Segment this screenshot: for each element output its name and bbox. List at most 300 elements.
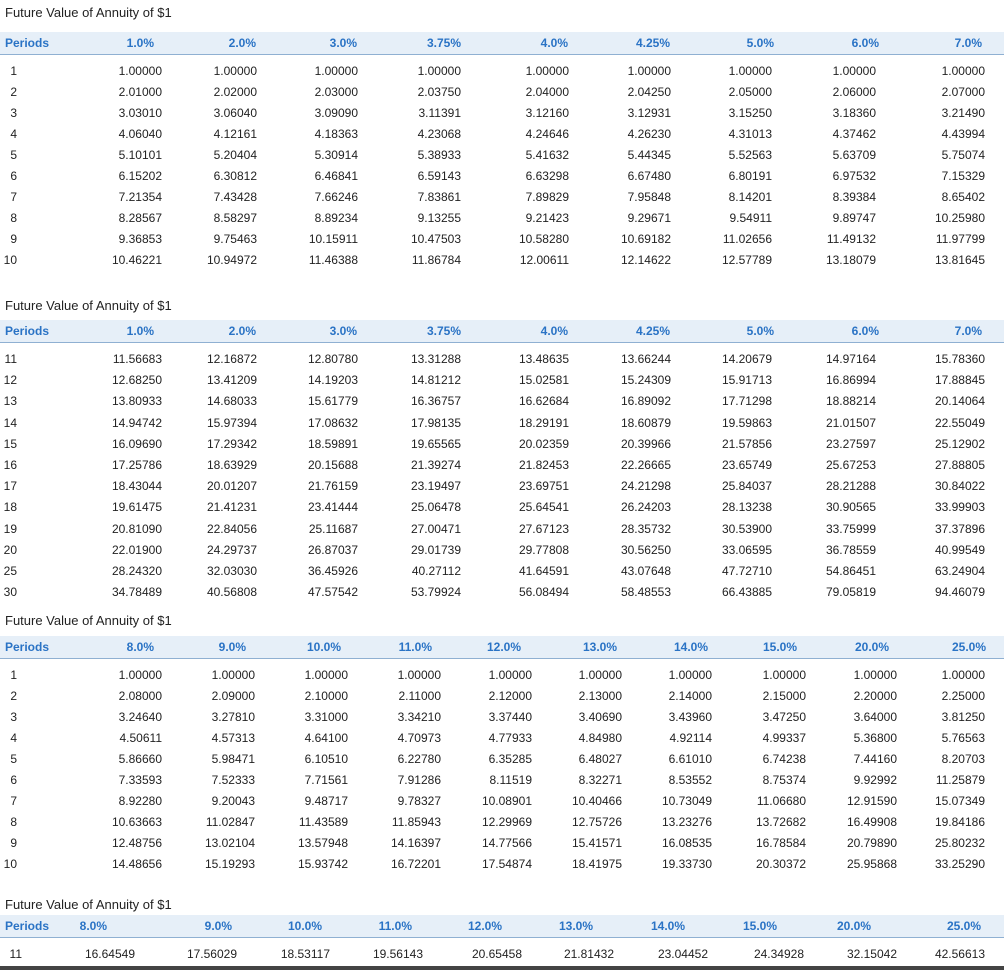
value-cell: 8.58297 [213, 211, 257, 225]
period-cell: 6 [10, 773, 17, 787]
value-cell: 8.65402 [941, 190, 985, 204]
table-row [0, 947, 1004, 968]
value-cell: 12.29969 [481, 815, 532, 829]
rate-header: 1.0% [126, 324, 154, 338]
value-cell: 30.56250 [620, 543, 671, 557]
value-cell: 19.59863 [721, 416, 772, 430]
value-cell: 17.71298 [721, 394, 772, 408]
value-cell: 4.57313 [211, 731, 255, 745]
value-cell: 15.93742 [297, 857, 348, 871]
period-cell: 8 [10, 211, 17, 225]
value-cell: 26.87037 [307, 543, 358, 557]
value-cell: 23.69751 [518, 479, 569, 493]
value-cell: 18.88214 [825, 394, 876, 408]
value-cell: 21.39274 [410, 458, 461, 472]
value-cell: 79.05819 [825, 585, 876, 599]
value-cell: 7.91286 [397, 773, 441, 787]
table-row [0, 416, 1004, 437]
rate-header: 6.0% [851, 324, 879, 338]
value-cell: 18.59891 [307, 437, 358, 451]
value-cell: 1.00000 [525, 64, 569, 78]
rate-header: 4.0% [540, 36, 568, 50]
value-cell: 40.99549 [934, 543, 985, 557]
rate-header: 3.0% [329, 36, 357, 50]
value-cell: 1.00000 [941, 64, 985, 78]
value-cell: 8.11519 [489, 773, 532, 787]
value-cell: 2.12000 [488, 689, 532, 703]
value-cell: 1.00000 [211, 668, 255, 682]
value-cell: 15.91713 [721, 373, 772, 387]
value-cell: 3.21490 [941, 106, 985, 120]
value-cell: 11.86784 [411, 253, 461, 267]
value-cell: 25.06478 [410, 500, 461, 514]
value-cell: 8.75374 [762, 773, 806, 787]
periods-header: Periods [5, 36, 50, 50]
value-cell: 7.21354 [118, 190, 162, 204]
rate-header: 13.0% [582, 640, 617, 654]
table-row [0, 85, 1004, 106]
value-cell: 13.81645 [934, 253, 985, 267]
value-cell: 2.02000 [213, 85, 257, 99]
table-row [0, 564, 1004, 585]
value-cell: 1.00000 [488, 668, 532, 682]
value-cell: 33.75999 [825, 522, 876, 536]
value-cell: 4.26230 [627, 127, 671, 141]
value-cell: 4.12161 [213, 127, 257, 141]
value-cell: 12.75726 [571, 815, 622, 829]
period-cell: 11 [4, 352, 17, 366]
rate-header: 3.75% [426, 36, 461, 50]
value-cell: 56.08494 [518, 585, 569, 599]
value-cell: 9.89747 [832, 211, 876, 225]
value-cell: 4.37462 [832, 127, 876, 141]
value-cell: 4.23068 [417, 127, 461, 141]
table-row [0, 731, 1004, 752]
value-cell: 16.89092 [620, 394, 671, 408]
value-cell: 11.56683 [112, 352, 162, 366]
value-cell: 1.00000 [314, 64, 358, 78]
value-cell: 5.30914 [314, 148, 358, 162]
value-cell: 12.91590 [846, 794, 897, 808]
value-cell: 21.76159 [307, 479, 358, 493]
value-cell: 1.00000 [668, 668, 712, 682]
value-cell: 14.16397 [390, 836, 441, 850]
rate-header: 10.0% [306, 640, 341, 654]
period-cell: 7 [10, 190, 17, 204]
value-cell: 58.48553 [620, 585, 671, 599]
value-cell: 3.09090 [314, 106, 358, 120]
value-cell: 5.86660 [118, 752, 162, 766]
value-cell: 17.56029 [186, 947, 237, 961]
value-cell: 4.77933 [488, 731, 532, 745]
period-cell: 5 [10, 148, 17, 162]
value-cell: 13.57948 [297, 836, 348, 850]
value-cell: 14.68033 [206, 394, 257, 408]
period-cell: 15 [3, 437, 17, 451]
period-cell: 19 [3, 522, 17, 536]
value-cell: 21.57856 [721, 437, 772, 451]
value-cell: 7.43428 [213, 190, 257, 204]
value-cell: 3.31000 [304, 710, 348, 724]
value-cell: 12.16872 [206, 352, 257, 366]
value-cell: 9.78327 [397, 794, 441, 808]
table-row [0, 169, 1004, 190]
value-cell: 33.06595 [721, 543, 772, 557]
table-title: Future Value of Annuity of $1 [5, 298, 172, 313]
rate-header: 2.0% [228, 324, 256, 338]
value-cell: 16.09690 [111, 437, 162, 451]
table-row [0, 190, 1004, 211]
value-cell: 17.88845 [934, 373, 985, 387]
value-cell: 13.23276 [661, 815, 712, 829]
rate-header: 4.25% [635, 324, 670, 338]
table-row [0, 668, 1004, 689]
value-cell: 15.78360 [934, 352, 985, 366]
value-cell: 3.64000 [853, 710, 897, 724]
rate-header: 2.0% [228, 36, 256, 50]
value-cell: 8.89234 [314, 211, 358, 225]
value-cell: 8.39384 [832, 190, 876, 204]
value-cell: 10.40466 [571, 794, 622, 808]
value-cell: 16.86994 [825, 373, 876, 387]
value-cell: 23.41444 [307, 500, 358, 514]
value-cell: 2.09000 [211, 689, 255, 703]
rate-header: 7.0% [954, 324, 982, 338]
value-cell: 29.01739 [410, 543, 461, 557]
value-cell: 28.13238 [721, 500, 772, 514]
value-cell: 6.22780 [397, 752, 441, 766]
value-cell: 3.06040 [213, 106, 257, 120]
value-cell: 13.48635 [518, 352, 569, 366]
value-cell: 32.03030 [206, 564, 257, 578]
value-cell: 4.70973 [397, 731, 441, 745]
value-cell: 28.21288 [825, 479, 876, 493]
value-cell: 10.94972 [206, 253, 257, 267]
value-cell: 14.77566 [481, 836, 532, 850]
table-row [0, 352, 1004, 373]
value-cell: 1.00000 [578, 668, 622, 682]
value-cell: 1.00000 [627, 64, 671, 78]
value-cell: 6.63298 [525, 169, 569, 183]
table-row [0, 211, 1004, 232]
value-cell: 2.15000 [762, 689, 806, 703]
value-cell: 14.81212 [410, 373, 461, 387]
value-cell: 4.24646 [525, 127, 569, 141]
rate-header: 11.0% [398, 640, 432, 654]
value-cell: 11.06680 [756, 794, 806, 808]
period-cell: 13 [3, 394, 17, 408]
value-cell: 9.54911 [729, 211, 772, 225]
value-cell: 20.65458 [471, 947, 522, 961]
rate-header: 5.0% [746, 324, 774, 338]
value-cell: 19.33730 [661, 857, 712, 871]
value-cell: 20.15688 [307, 458, 358, 472]
value-cell: 14.97164 [825, 352, 876, 366]
period-cell: 9 [10, 232, 17, 246]
value-cell: 9.75463 [213, 232, 257, 246]
period-cell: 8 [10, 815, 17, 829]
value-cell: 7.66246 [314, 190, 358, 204]
value-cell: 10.47503 [410, 232, 461, 246]
period-cell: 10 [3, 253, 17, 267]
rate-header: 6.0% [851, 36, 879, 50]
value-cell: 2.08000 [118, 689, 162, 703]
value-cell: 20.39966 [620, 437, 671, 451]
value-cell: 25.64541 [518, 500, 569, 514]
value-cell: 1.00000 [417, 64, 461, 78]
value-cell: 11.02656 [722, 232, 772, 246]
value-cell: 25.12902 [934, 437, 985, 451]
value-cell: 11.43589 [298, 815, 348, 829]
value-cell: 6.97532 [832, 169, 876, 183]
value-cell: 7.95848 [627, 190, 671, 204]
value-cell: 13.41209 [206, 373, 257, 387]
value-cell: 22.26665 [620, 458, 671, 472]
table-title: Future Value of Annuity of $1 [5, 613, 172, 628]
table-row [0, 437, 1004, 458]
value-cell: 20.01207 [206, 479, 257, 493]
rate-header: 9.0% [218, 640, 246, 654]
value-cell: 6.80191 [728, 169, 772, 183]
period-cell: 2 [10, 85, 17, 99]
value-cell: 5.44345 [627, 148, 671, 162]
value-cell: 10.58280 [518, 232, 569, 246]
rate-header: 12.0% [467, 919, 502, 933]
value-cell: 15.02581 [518, 373, 569, 387]
value-cell: 1.00000 [213, 64, 257, 78]
value-cell: 3.37440 [488, 710, 532, 724]
period-cell: 5 [10, 752, 17, 766]
value-cell: 7.15329 [941, 169, 985, 183]
value-cell: 10.08901 [481, 794, 532, 808]
value-cell: 11.46388 [308, 253, 358, 267]
value-cell: 3.15250 [728, 106, 772, 120]
rate-header: 20.0% [854, 640, 889, 654]
value-cell: 21.01507 [825, 416, 876, 430]
rate-header: 25.0% [946, 919, 981, 933]
value-cell: 10.63663 [111, 815, 162, 829]
value-cell: 15.19293 [204, 857, 255, 871]
value-cell: 2.14000 [668, 689, 712, 703]
value-cell: 4.50611 [119, 731, 162, 745]
table-row [0, 752, 1004, 773]
table-header-row [0, 636, 1004, 659]
value-cell: 5.20404 [213, 148, 257, 162]
value-cell: 8.20703 [941, 752, 985, 766]
value-cell: 7.33593 [118, 773, 162, 787]
value-cell: 6.48027 [578, 752, 622, 766]
value-cell: 15.07349 [934, 794, 985, 808]
rate-header: 4.0% [540, 324, 568, 338]
value-cell: 29.77808 [518, 543, 569, 557]
table-row [0, 689, 1004, 710]
table-row [0, 232, 1004, 253]
value-cell: 41.64591 [518, 564, 569, 578]
value-cell: 15.97394 [206, 416, 257, 430]
period-cell: 20 [3, 543, 17, 557]
value-cell: 14.94742 [111, 416, 162, 430]
value-cell: 1.00000 [397, 668, 441, 682]
value-cell: 2.03000 [314, 85, 358, 99]
value-cell: 20.14064 [934, 394, 985, 408]
table-row [0, 106, 1004, 127]
value-cell: 3.81250 [941, 710, 985, 724]
period-cell: 3 [10, 710, 17, 724]
value-cell: 9.13255 [417, 211, 461, 225]
table-row [0, 710, 1004, 731]
value-cell: 6.61010 [668, 752, 712, 766]
value-cell: 3.12931 [627, 106, 671, 120]
value-cell: 32.15042 [846, 947, 897, 961]
value-cell: 17.29342 [206, 437, 257, 451]
value-cell: 6.35285 [488, 752, 532, 766]
value-cell: 5.52563 [728, 148, 772, 162]
table-title: Future Value of Annuity of $1 [5, 897, 172, 912]
table-row [0, 373, 1004, 394]
value-cell: 12.68250 [111, 373, 162, 387]
value-cell: 6.46841 [314, 169, 358, 183]
value-cell: 2.25000 [941, 689, 985, 703]
value-cell: 27.88805 [934, 458, 985, 472]
value-cell: 16.72201 [390, 857, 441, 871]
value-cell: 5.75074 [941, 148, 985, 162]
rate-header: 25.0% [951, 640, 986, 654]
value-cell: 11.97799 [935, 232, 985, 246]
value-cell: 1.00000 [118, 64, 162, 78]
value-cell: 3.24640 [118, 710, 162, 724]
value-cell: 17.54874 [481, 857, 532, 871]
value-cell: 8.92280 [118, 794, 162, 808]
value-cell: 24.34928 [753, 947, 804, 961]
value-cell: 10.69182 [620, 232, 671, 246]
table-title: Future Value of Annuity of $1 [5, 5, 172, 20]
value-cell: 3.43960 [668, 710, 712, 724]
value-cell: 20.30372 [755, 857, 806, 871]
value-cell: 20.79890 [846, 836, 897, 850]
value-cell: 3.18360 [832, 106, 876, 120]
rate-header: 10.0% [287, 919, 322, 933]
value-cell: 25.84037 [721, 479, 772, 493]
value-cell: 8.28567 [118, 211, 162, 225]
value-cell: 6.74238 [762, 752, 806, 766]
value-cell: 28.24320 [111, 564, 162, 578]
value-cell: 66.43885 [721, 585, 772, 599]
value-cell: 13.18079 [825, 253, 876, 267]
period-cell: 4 [10, 731, 17, 745]
value-cell: 36.45926 [307, 564, 358, 578]
value-cell: 5.76563 [941, 731, 985, 745]
rate-header: 12.0% [486, 640, 521, 654]
value-cell: 4.43994 [941, 127, 985, 141]
table-row [0, 836, 1004, 857]
rate-header: 3.0% [329, 324, 357, 338]
table-row [0, 127, 1004, 148]
value-cell: 28.35732 [620, 522, 671, 536]
value-cell: 30.53900 [721, 522, 772, 536]
value-cell: 40.56808 [206, 585, 257, 599]
table-header-row [0, 32, 1004, 55]
value-cell: 3.47250 [762, 710, 806, 724]
period-cell: 16 [3, 458, 17, 472]
value-cell: 94.46079 [934, 585, 985, 599]
value-cell: 16.62684 [518, 394, 569, 408]
value-cell: 1.00000 [304, 668, 348, 682]
table-row [0, 857, 1004, 878]
value-cell: 30.84022 [934, 479, 985, 493]
value-cell: 1.00000 [728, 64, 772, 78]
value-cell: 5.36800 [853, 731, 897, 745]
value-cell: 7.52333 [211, 773, 255, 787]
bottom-edge-bar [0, 966, 1004, 970]
value-cell: 13.31288 [410, 352, 461, 366]
value-cell: 15.24309 [620, 373, 671, 387]
value-cell: 9.36853 [118, 232, 162, 246]
value-cell: 6.15202 [118, 169, 162, 183]
value-cell: 2.07000 [941, 85, 985, 99]
table-row [0, 479, 1004, 500]
rate-header: 14.0% [673, 640, 708, 654]
value-cell: 10.46221 [111, 253, 162, 267]
value-cell: 10.73049 [661, 794, 712, 808]
table-row [0, 500, 1004, 521]
value-cell: 22.55049 [934, 416, 985, 430]
value-cell: 9.48717 [304, 794, 348, 808]
rate-header: 14.0% [650, 919, 685, 933]
period-cell: 17 [3, 479, 17, 493]
value-cell: 13.02104 [204, 836, 255, 850]
value-cell: 23.04452 [657, 947, 708, 961]
value-cell: 2.11000 [398, 689, 441, 703]
value-cell: 2.10000 [304, 689, 348, 703]
value-cell: 4.18363 [314, 127, 358, 141]
value-cell: 12.00611 [519, 253, 569, 267]
period-cell: 9 [10, 836, 17, 850]
value-cell: 34.78489 [111, 585, 162, 599]
value-cell: 5.63709 [832, 148, 876, 162]
value-cell: 4.99337 [762, 731, 806, 745]
value-cell: 2.01000 [118, 85, 162, 99]
value-cell: 1.00000 [853, 668, 897, 682]
value-cell: 27.00471 [410, 522, 461, 536]
value-cell: 24.29737 [206, 543, 257, 557]
value-cell: 25.11687 [308, 522, 358, 536]
value-cell: 11.25879 [935, 773, 985, 787]
value-cell: 16.78584 [755, 836, 806, 850]
value-cell: 16.49908 [846, 815, 897, 829]
table-header-row [0, 915, 1004, 938]
rate-header: 13.0% [558, 919, 593, 933]
rate-header: 15.0% [762, 640, 797, 654]
value-cell: 33.25290 [934, 857, 985, 871]
rate-header: 15.0% [742, 919, 777, 933]
value-cell: 18.53117 [280, 947, 330, 961]
value-cell: 10.15911 [308, 232, 358, 246]
value-cell: 36.78559 [825, 543, 876, 557]
value-cell: 1.00000 [762, 668, 806, 682]
value-cell: 18.29191 [518, 416, 569, 430]
table-row [0, 458, 1004, 479]
value-cell: 30.90565 [825, 500, 876, 514]
value-cell: 3.40690 [578, 710, 622, 724]
value-cell: 53.79924 [410, 585, 461, 599]
table-row [0, 585, 1004, 606]
value-cell: 6.10510 [304, 752, 348, 766]
value-cell: 15.61779 [307, 394, 358, 408]
value-cell: 37.37896 [934, 522, 985, 536]
value-cell: 7.83861 [417, 190, 461, 204]
period-cell: 7 [10, 794, 17, 808]
value-cell: 12.57789 [721, 253, 772, 267]
